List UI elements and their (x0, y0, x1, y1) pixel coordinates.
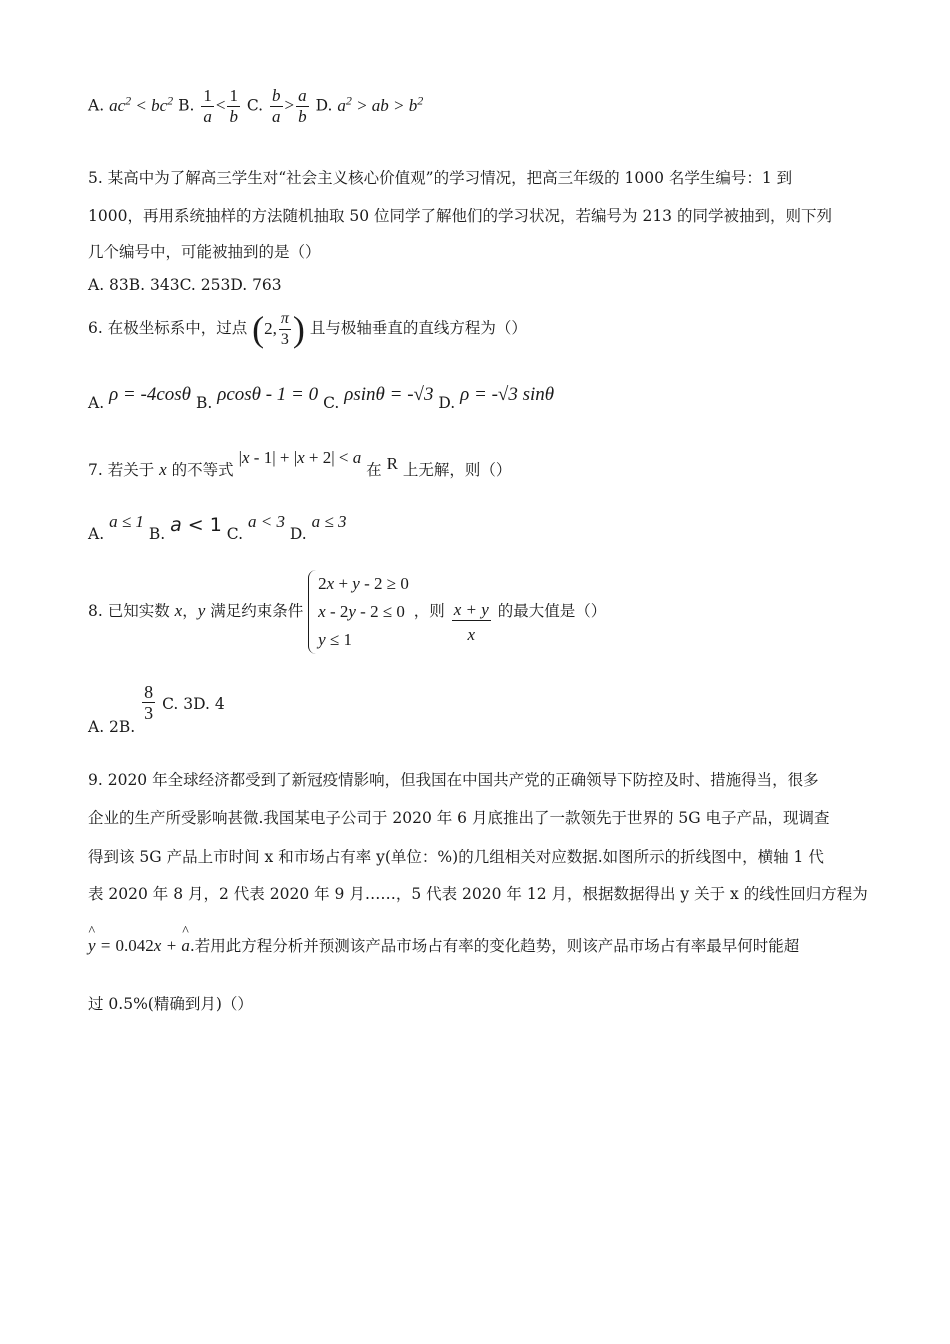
q4-option-c-label: C. (246, 96, 264, 115)
q4-option-d-math: $a^2$ > ab > $b^2$ (337, 92, 424, 115)
q6-option-a-math: ρ = -4cosθ (109, 384, 191, 405)
q6-prefix: 6. 在极坐标系中，过点 (88, 319, 248, 337)
q7-option-b-math: a < 1 (170, 514, 222, 536)
q7-options (88, 512, 347, 544)
q4-option-d-label: D. (315, 96, 333, 115)
q7-inequality: |x - 1| + |x + 2| < a (238, 448, 362, 467)
q5-options: A. 83B. 343C. 253D. 763 (88, 276, 282, 294)
q4-option-c-math: $\frac{b}{a}$ (272, 86, 281, 126)
q7-option-c-math: a < 3 (247, 512, 285, 531)
q5-line-1: 5. 某高中为了解高三学生对“社会主义核心价值观”的学习情况，把高三年级的 1000 名学生编号：1 到 (88, 169, 793, 187)
q6-option-a-label: A. (88, 394, 105, 412)
q9-line-3: 得到该 5G 产品上市时间 x 和市场占有率 y(单位：%)的几组相关对应数据.如图所示的折线图中，横轴 1 代 (88, 848, 824, 866)
q8-mid: 满足约束条件 (210, 602, 304, 620)
q6-option-b-label: B. (195, 394, 213, 412)
q9-line-5-suffix: .若用此方程分析并预测该产品市场占有率的变化趋势，则该产品市场占有率最早何时能超 (189, 937, 800, 955)
q8-objective: $\frac{x + y}{x}$ (453, 599, 489, 644)
q7-mid: 的不等式 (171, 461, 234, 479)
q8-option-ab: A. 2B. (88, 717, 136, 736)
q6-question: 6. 在极坐标系中，过点 (2, $\frac{\pi}{3}$ ) 且与极轴垂直的直线方程为（） (88, 309, 527, 349)
q8-option-b-math: $\frac{8}{3}$ (144, 682, 154, 723)
q6-option-b-math: ρcosθ - 1 = 0 (217, 384, 319, 405)
q4-option-a-math: $ac^2 < bc^2$ (109, 92, 174, 115)
q7-R: R (386, 454, 398, 473)
q7-suffix: 上无解，则（） (402, 461, 512, 479)
q7-prefix: 7. 若关于 (88, 461, 155, 479)
q6-suffix: 且与极轴垂直的直线方程为（） (309, 319, 527, 337)
q9-line-2: 企业的生产所受影响甚微.我国某电子公司于 2020 年 6 月底推出了一款领先于世界的 5G 电子产品，现调查 (88, 809, 830, 827)
q8-option-cd: C. 3D. 4 (162, 694, 225, 713)
q5-line-2: 1000，再用系统抽样的方法随机抽取 50 位同学了解他们的学习状况，若编号为 213 的同学被抽到，则下列 (88, 207, 832, 225)
q6-options (88, 384, 555, 414)
q4-option-b-math: $\frac{1}{a}$ (203, 86, 212, 126)
q6-option-c-label: C. (323, 394, 340, 412)
q8-options (88, 682, 225, 736)
q8-constraint-system: 2x + y - 2 ≥ 0 x - 2y - 2 ≤ 0 y ≤ 1 (308, 570, 409, 654)
q8-question: 8. 已知实数 x，y 满足约束条件 2x + y - 2 ≥ 0 x - 2y - 2 ≤ 0 y ≤ 1 ，则 $\frac{x + y}{x}$ 的最大值是（） (88, 570, 606, 654)
q9-line-4: 表 2020 年 8 月，2 代表 2020 年 9 月……，5 代表 2020 年 12 月，根据数据得出 y 关于 x 的线性回归方程为 (88, 885, 868, 903)
q7-in: 在 (366, 461, 382, 479)
q6-option-d-math: ρ = -√3 sinθ (460, 384, 555, 405)
q9-line-6: 过 0.5%(精确到月)（） (88, 995, 253, 1013)
q4-option-a-label: A. (88, 96, 105, 115)
q7-option-d-math: a ≤ 3 (311, 512, 347, 531)
q8-prefix: 8. 已知实数 (88, 602, 170, 620)
q7-question: 7. 若关于 x 的不等式 |x - 1| + |x + 2| < a 在 R 上无解，则（） (88, 448, 512, 479)
q4-options: A. $ac^2 < bc^2$ B. $\frac{1}{a}$ < $\frac{1}{b}$ C. $\frac{b}{a}$ > $\frac{a}{b}$ D. $a^2$ > ab > $b^2$ (88, 86, 424, 126)
q7-option-c-label: C. (226, 525, 244, 543)
q7-option-a-label: A. (88, 525, 105, 543)
q8-suffix: 的最大值是（） (497, 602, 607, 620)
q6-option-c-math: ρsinθ = -√3 (344, 384, 434, 405)
q4-option-b-label: B. (178, 96, 195, 115)
q8-then: ，则 (413, 602, 445, 620)
q7-option-b-label: B. (148, 525, 166, 543)
q7-option-d-label: D. (289, 525, 307, 543)
q9-regression-equation: y ^ = 0.042x + a ^ (88, 936, 190, 955)
q5-line-3: 几个编号中，可能被抽到的是（） (88, 243, 321, 261)
q9-line-5 (88, 934, 799, 956)
q6-option-d-label: D. (438, 394, 456, 412)
q7-option-a-math: a ≤ 1 (109, 512, 144, 531)
q9-line-1: 9. 2020 年全球经济都受到了新冠疫情影响，但我国在中国共产党的正确领导下防控及时、措施得当，很多 (88, 771, 819, 789)
